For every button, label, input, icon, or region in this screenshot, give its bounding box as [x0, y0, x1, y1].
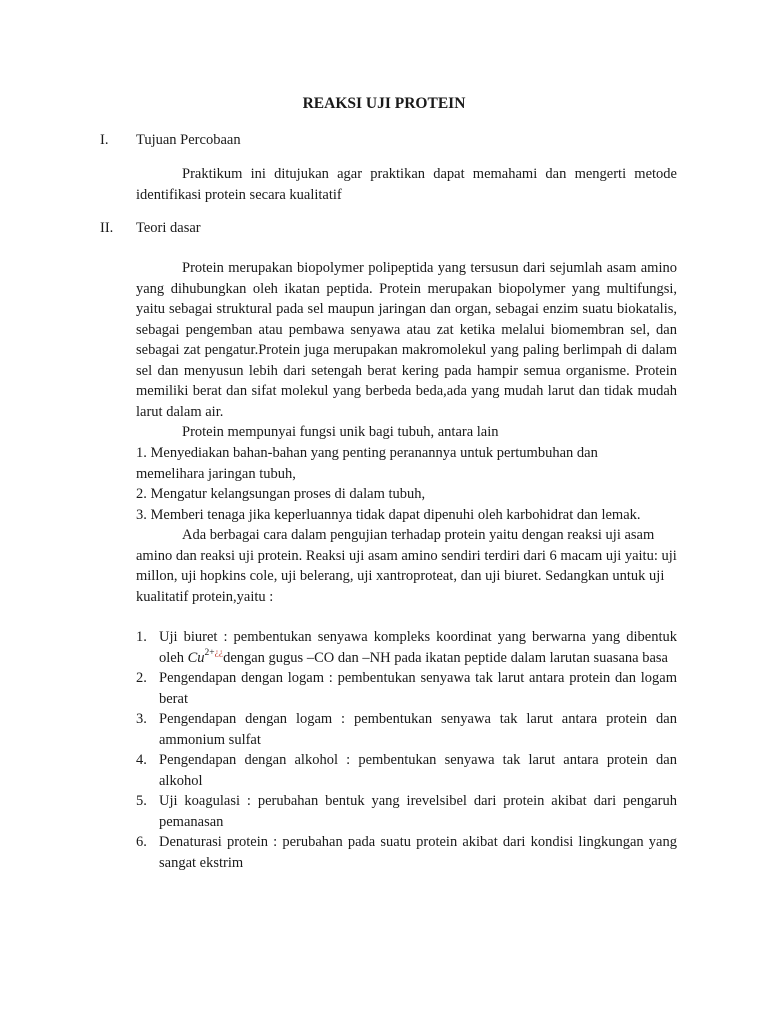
test-item	[136, 750, 677, 791]
test-number: 4.	[136, 752, 147, 768]
test-number: 2.	[136, 670, 147, 686]
function-line: 3. Memberi tenaga jika keperluannya tidak dapat dipenuhi oleh karbohidrat dan lemak.	[136, 506, 641, 523]
test-number: 1.	[136, 629, 147, 645]
test-text-pre: Uji biuret : pembentukan senyawa kompleks koordinat yang berwarna yang dibentuk oleh	[159, 629, 677, 666]
theory-paragraph-1: Protein merupakan biopolymer polipeptida yang tersusun dari sejumlah asam amino yang dihubungkan oleh ikatan peptida. Protein merupakan biopolymer yang multifungsi, yaitu sebagai struktural pada sel maupun jaringan dan organ, sebagai enzim suatu biokatalis, sebagai pengemban atau pembawa senyawa atau zat ketika melalui biomembran sel, dan sebagai zat pengatur.Protein juga merupakan makromolekul yang paling berlimpah di dalam sel dan menyusun lebih dari setengah berat kering pada hampir semua organisme. Protein memiliki berat dan sifat molekul yang berbeda beda,ada yang mudah larut dan tidak mudah larut dalam air.	[136, 260, 677, 420]
test-text: Uji koagulasi : perubahan bentuk yang irevelsibel dari protein akibat dari pengaruh pemanasan	[159, 793, 677, 830]
section-1-heading: Tujuan Percobaan	[136, 132, 241, 148]
test-text: Pengendapan dengan logam : pembentukan senyawa tak larut antara protein dan ammonium sulfat	[159, 711, 677, 748]
section-2-number: II.	[100, 220, 114, 236]
section-2-text-block	[136, 258, 677, 443]
test-item	[136, 791, 677, 832]
protein-functions-list	[136, 443, 677, 525]
copper-symbol: Cu	[187, 649, 205, 666]
section-1-number: I.	[100, 132, 109, 148]
test-number: 5.	[136, 793, 147, 809]
test-text: Denaturasi protein : perubahan pada suatu protein akibat dari kondisi lingkungan yang sangat ekstrim	[159, 834, 677, 871]
function-line: memelihara jaringan tubuh,	[136, 465, 296, 482]
section-2-heading: Teori dasar	[136, 220, 201, 236]
charge-superscript: 2+	[204, 647, 215, 658]
theory-paragraph-3: Ada berbagai cara dalam pengujian terhadap protein yaitu dengan reaksi uji asam amino dan reaksi uji protein. Reaksi uji asam amino sendiri terdiri dari 6 macam uji yaitu: uji millon, uji hopkins cole, uji belerang, uji xantroproteat, dan uji biuret. Sedangkan untuk uji kualitatif protein,yaitu :	[136, 527, 677, 605]
section-1-paragraph: Praktikum ini ditujukan agar praktikan dapat memahami dan mengerti metode identifikasi protein secara kualitatif	[136, 166, 677, 203]
test-text-post: dengan gugus –CO dan –NH pada ikatan peptide dalam larutan suasana basa	[223, 649, 668, 666]
theory-paragraph-2: Protein mempunyai fungsi unik bagi tubuh, antara lain	[182, 424, 499, 440]
test-item	[136, 668, 677, 709]
section-1-text-block	[136, 164, 677, 205]
test-text: Pengendapan dengan alkohol : pembentukan senyawa tak larut antara protein dan alkohol	[159, 752, 677, 789]
superscript-artifact: ¿¿	[214, 647, 224, 658]
test-number: 3.	[136, 711, 147, 727]
test-item	[136, 709, 677, 750]
test-item	[136, 832, 677, 873]
section-2-text-block-2	[136, 525, 677, 607]
test-item	[136, 627, 677, 668]
function-line: 2. Mengatur kelangsungan proses di dalam tubuh,	[136, 486, 426, 502]
function-line: 1. Menyediakan bahan-bahan yang penting peranannya untuk pertumbuhan dan	[136, 445, 598, 461]
qualitative-tests-list	[136, 627, 677, 873]
test-number: 6.	[136, 834, 147, 850]
document-title: REAKSI UJI PROTEIN	[302, 95, 466, 112]
test-text: Pengendapan dengan logam : pembentukan senyawa tak larut antara protein dan logam berat	[159, 670, 677, 707]
